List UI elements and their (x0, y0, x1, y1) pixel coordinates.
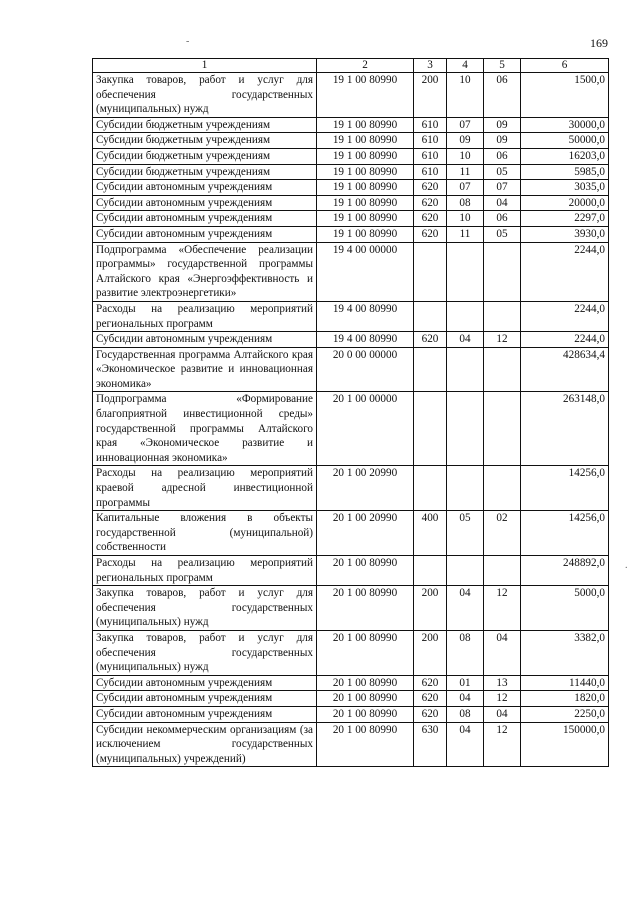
row-rz-cell: 10 (447, 148, 484, 164)
row-amount-cell: 2244,0 (521, 332, 609, 348)
table-row (93, 556, 609, 586)
row-code-cell: 19 1 00 80990 (317, 226, 414, 242)
row-pr-cell (484, 556, 521, 586)
row-rz-cell (447, 242, 484, 301)
row-rz-cell: 08 (447, 195, 484, 211)
table-row (93, 706, 609, 722)
row-amount-cell: 150000,0 (521, 722, 609, 767)
row-amount-cell: 5000,0 (521, 586, 609, 631)
row-vr-cell: 620 (414, 332, 447, 348)
table-row (93, 301, 609, 331)
row-vr-cell: 620 (414, 195, 447, 211)
row-code-cell: 19 4 00 80990 (317, 332, 414, 348)
row-vr-cell: 200 (414, 73, 447, 118)
row-name-cell: Закупка товаров, работ и услуг для обеспечения государственных (муниципальных) нужд (93, 630, 317, 675)
row-rz-cell: 10 (447, 73, 484, 118)
row-vr-cell (414, 392, 447, 466)
row-code-cell: 19 1 00 80990 (317, 117, 414, 133)
row-code-cell: 20 1 00 80990 (317, 586, 414, 631)
table-row (93, 242, 609, 301)
table-row (93, 691, 609, 707)
row-vr-cell (414, 347, 447, 392)
row-pr-cell: 05 (484, 226, 521, 242)
row-pr-cell (484, 392, 521, 466)
row-pr-cell: 04 (484, 630, 521, 675)
row-amount-cell: 11440,0 (521, 675, 609, 691)
row-code-cell: 19 1 00 80990 (317, 195, 414, 211)
row-pr-cell: 06 (484, 73, 521, 118)
row-code-cell: 19 4 00 00000 (317, 242, 414, 301)
row-pr-cell (484, 347, 521, 392)
row-amount-cell: 2244,0 (521, 301, 609, 331)
row-pr-cell: 12 (484, 722, 521, 767)
row-amount-cell: 248892,0 (521, 556, 609, 586)
row-rz-cell (447, 301, 484, 331)
row-rz-cell: 04 (447, 722, 484, 767)
row-pr-cell: 05 (484, 164, 521, 180)
table-row (93, 226, 609, 242)
row-pr-cell: 07 (484, 180, 521, 196)
row-rz-cell (447, 347, 484, 392)
row-vr-cell: 200 (414, 586, 447, 631)
budget-table (92, 58, 609, 767)
row-rz-cell (447, 392, 484, 466)
row-vr-cell (414, 556, 447, 586)
row-vr-cell: 610 (414, 133, 447, 149)
row-code-cell: 20 1 00 80990 (317, 556, 414, 586)
row-pr-cell (484, 301, 521, 331)
table-row (93, 73, 609, 118)
row-name-cell: Капитальные вложения в объекты государственной (муниципальной) собственности (93, 511, 317, 556)
page-number: 169 (590, 36, 608, 50)
row-pr-cell: 12 (484, 586, 521, 631)
row-name-cell: Субсидии автономным учреждениям (93, 332, 317, 348)
row-amount-cell: 30000,0 (521, 117, 609, 133)
scan-speck: - (186, 36, 190, 47)
row-rz-cell: 07 (447, 117, 484, 133)
row-name-cell: Субсидии бюджетным учреждениям (93, 164, 317, 180)
row-rz-cell: 01 (447, 675, 484, 691)
row-vr-cell: 610 (414, 148, 447, 164)
row-rz-cell: 11 (447, 226, 484, 242)
table-row (93, 511, 609, 556)
row-name-cell: Закупка товаров, работ и услуг для обеспечения государственных (муниципальных) нужд (93, 73, 317, 118)
table-row (93, 195, 609, 211)
row-vr-cell: 630 (414, 722, 447, 767)
row-pr-cell: 09 (484, 117, 521, 133)
table-row (93, 133, 609, 149)
row-amount-cell: 50000,0 (521, 133, 609, 149)
row-vr-cell: 620 (414, 180, 447, 196)
row-pr-cell (484, 466, 521, 511)
row-amount-cell: 16203,0 (521, 148, 609, 164)
scan-speck: . (625, 560, 628, 571)
row-vr-cell: 200 (414, 630, 447, 675)
row-name-cell: Субсидии автономным учреждениям (93, 195, 317, 211)
row-amount-cell: 3382,0 (521, 630, 609, 675)
row-rz-cell (447, 466, 484, 511)
row-amount-cell: 2297,0 (521, 211, 609, 227)
row-name-cell: Государственная программа Алтайского края «Экономическое развитие и инновационная экономика» (93, 347, 317, 392)
row-name-cell: Субсидии автономным учреждениям (93, 226, 317, 242)
row-name-cell: Расходы на реализацию мероприятий региональных программ (93, 301, 317, 331)
table-row (93, 164, 609, 180)
table-row (93, 630, 609, 675)
row-code-cell: 19 1 00 80990 (317, 164, 414, 180)
row-vr-cell: 620 (414, 691, 447, 707)
row-vr-cell: 610 (414, 164, 447, 180)
row-name-cell: Субсидии автономным учреждениям (93, 211, 317, 227)
row-name-cell: Субсидии автономным учреждениям (93, 691, 317, 707)
row-code-cell: 19 1 00 80990 (317, 180, 414, 196)
row-vr-cell (414, 466, 447, 511)
table-row (93, 675, 609, 691)
row-amount-cell: 1500,0 (521, 73, 609, 118)
row-vr-cell: 620 (414, 211, 447, 227)
row-name-cell: Субсидии некоммерческим организациям (за исключением государственных (муниципальных) учреждений) (93, 722, 317, 767)
table-row (93, 466, 609, 511)
row-name-cell: Закупка товаров, работ и услуг для обеспечения государственных (муниципальных) нужд (93, 586, 317, 631)
col-header-4: 4 (447, 59, 484, 73)
row-name-cell: Субсидии бюджетным учреждениям (93, 148, 317, 164)
row-rz-cell: 04 (447, 586, 484, 631)
row-amount-cell: 3930,0 (521, 226, 609, 242)
row-name-cell: Субсидии бюджетным учреждениям (93, 133, 317, 149)
row-rz-cell: 07 (447, 180, 484, 196)
row-name-cell: Расходы на реализацию мероприятий региональных программ (93, 556, 317, 586)
row-code-cell: 20 1 00 80990 (317, 630, 414, 675)
row-pr-cell: 04 (484, 195, 521, 211)
header-row (93, 59, 609, 73)
row-vr-cell (414, 301, 447, 331)
row-name-cell: Расходы на реализацию мероприятий краевой адресной инвестиционной программы (93, 466, 317, 511)
row-code-cell: 20 1 00 80990 (317, 706, 414, 722)
row-pr-cell: 06 (484, 148, 521, 164)
row-rz-cell: 05 (447, 511, 484, 556)
row-rz-cell: 04 (447, 691, 484, 707)
row-amount-cell: 5985,0 (521, 164, 609, 180)
row-name-cell: Подпрограмма «Обеспечение реализации программы» государственной программы Алтайского края «Энергоэффективность и развитие электроэнергетики» (93, 242, 317, 301)
row-rz-cell: 08 (447, 706, 484, 722)
row-vr-cell: 620 (414, 226, 447, 242)
row-rz-cell: 10 (447, 211, 484, 227)
row-rz-cell: 11 (447, 164, 484, 180)
row-pr-cell: 12 (484, 332, 521, 348)
table-row (93, 722, 609, 767)
table-row (93, 180, 609, 196)
row-amount-cell: 20000,0 (521, 195, 609, 211)
row-amount-cell: 1820,0 (521, 691, 609, 707)
row-name-cell: Субсидии автономным учреждениям (93, 675, 317, 691)
row-amount-cell: 14256,0 (521, 466, 609, 511)
table-row (93, 148, 609, 164)
row-name-cell: Субсидии автономным учреждениям (93, 706, 317, 722)
row-code-cell: 19 1 00 80990 (317, 148, 414, 164)
table-row (93, 347, 609, 392)
row-vr-cell (414, 242, 447, 301)
table-row (93, 117, 609, 133)
row-pr-cell: 06 (484, 211, 521, 227)
table-row (93, 211, 609, 227)
row-code-cell: 19 1 00 80990 (317, 133, 414, 149)
row-name-cell: Субсидии автономным учреждениям (93, 180, 317, 196)
row-vr-cell: 620 (414, 706, 447, 722)
col-header-3: 3 (414, 59, 447, 73)
row-vr-cell: 620 (414, 675, 447, 691)
row-vr-cell: 610 (414, 117, 447, 133)
row-code-cell: 20 1 00 80990 (317, 691, 414, 707)
row-code-cell: 19 1 00 80990 (317, 73, 414, 118)
row-code-cell: 20 1 00 20990 (317, 466, 414, 511)
row-pr-cell: 04 (484, 706, 521, 722)
row-rz-cell: 04 (447, 332, 484, 348)
row-rz-cell (447, 556, 484, 586)
table-row (93, 586, 609, 631)
row-code-cell: 20 1 00 80990 (317, 722, 414, 767)
row-amount-cell: 3035,0 (521, 180, 609, 196)
row-pr-cell (484, 242, 521, 301)
row-code-cell: 20 0 00 00000 (317, 347, 414, 392)
row-name-cell: Подпрограмма «Формирование благоприятной инвестиционной среды» государственной программы Алтайского края «Экономическое развитие и инновационная экономика» (93, 392, 317, 466)
row-amount-cell: 14256,0 (521, 511, 609, 556)
row-vr-cell: 400 (414, 511, 447, 556)
row-pr-cell: 02 (484, 511, 521, 556)
row-code-cell: 19 4 00 80990 (317, 301, 414, 331)
row-rz-cell: 09 (447, 133, 484, 149)
row-code-cell: 20 1 00 00000 (317, 392, 414, 466)
table-row (93, 392, 609, 466)
table-row (93, 332, 609, 348)
row-amount-cell: 2244,0 (521, 242, 609, 301)
row-code-cell: 20 1 00 80990 (317, 675, 414, 691)
row-amount-cell: 263148,0 (521, 392, 609, 466)
row-amount-cell: 428634,4 (521, 347, 609, 392)
row-rz-cell: 08 (447, 630, 484, 675)
row-name-cell: Субсидии бюджетным учреждениям (93, 117, 317, 133)
row-code-cell: 20 1 00 20990 (317, 511, 414, 556)
col-header-6: 6 (521, 59, 609, 73)
row-code-cell: 19 1 00 80990 (317, 211, 414, 227)
col-header-1: 1 (93, 59, 317, 73)
row-pr-cell: 12 (484, 691, 521, 707)
row-pr-cell: 13 (484, 675, 521, 691)
col-header-2: 2 (317, 59, 414, 73)
row-amount-cell: 2250,0 (521, 706, 609, 722)
col-header-5: 5 (484, 59, 521, 73)
row-pr-cell: 09 (484, 133, 521, 149)
